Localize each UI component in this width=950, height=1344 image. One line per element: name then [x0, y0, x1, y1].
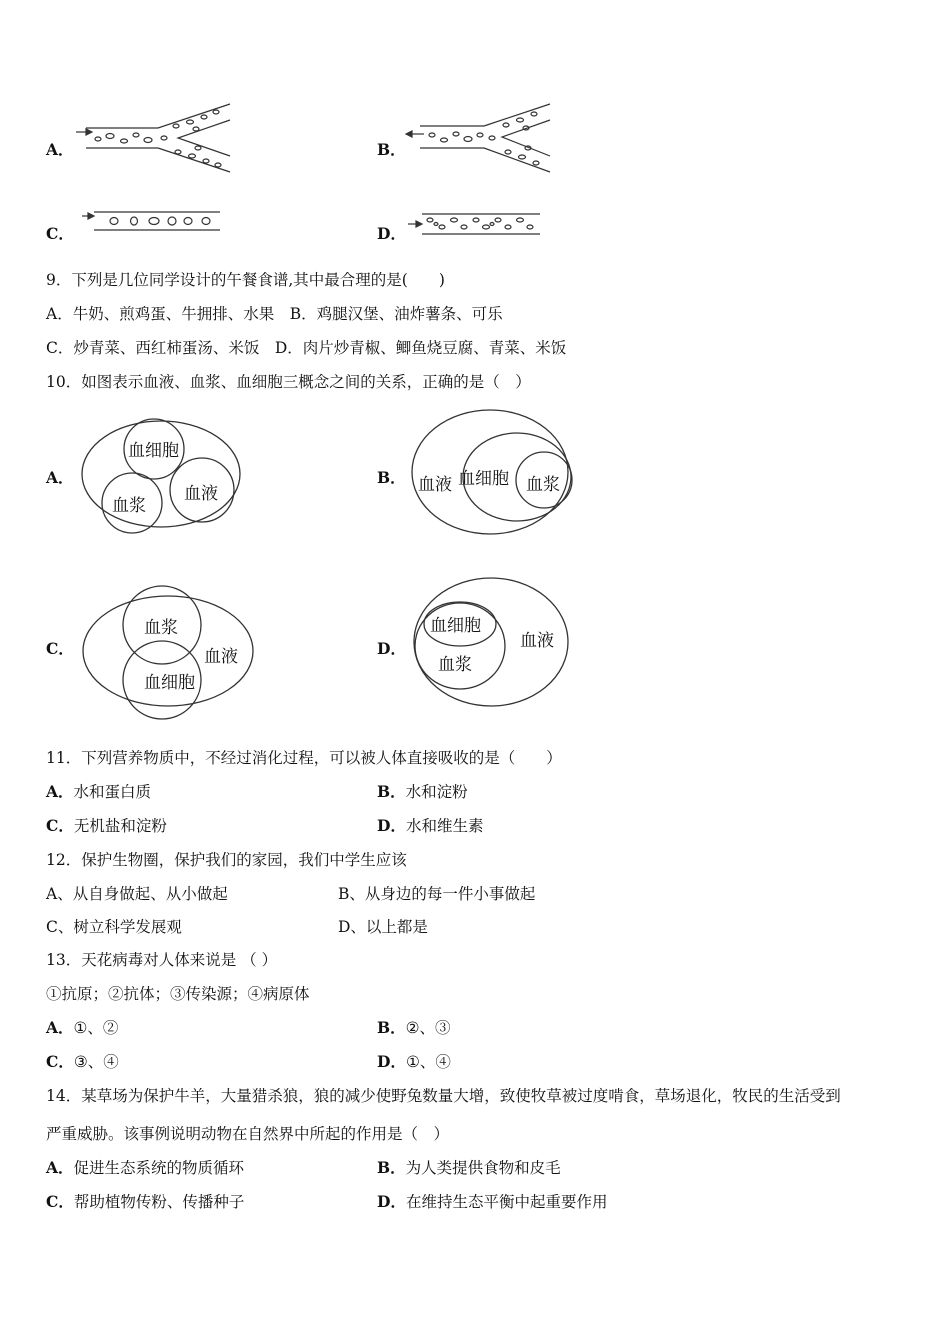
venn-label-plasma: 血浆 — [526, 475, 560, 495]
vessel-diagram-a — [80, 102, 240, 174]
q14-stem-line1: 14．某草场为保护牛羊，大量猎杀狼，狼的减少使野兔数量大增，致使牧草被过度啃食，草场退化，牧民的生活受到 — [46, 1087, 841, 1105]
option-text: 无机盐和淀粉 — [73, 817, 167, 835]
venn-label-blood: 血液 — [418, 475, 452, 495]
option-text: ①、② — [73, 1019, 119, 1037]
q11-option-d — [377, 816, 483, 836]
option-label: B． — [377, 140, 406, 159]
vessel-diagram-b — [406, 102, 556, 174]
venn-label-plasma: 血浆 — [112, 496, 146, 516]
option-label: A． — [46, 1018, 74, 1037]
venn-label-blood: 血液 — [204, 647, 238, 667]
option-label: B． — [377, 782, 406, 801]
option-label: C． — [46, 1052, 74, 1071]
q12-option-b: B、从身边的每一件小事做起 — [338, 885, 536, 903]
venn-label-cells: 血细胞 — [430, 616, 481, 636]
option-text: ①、④ — [405, 1053, 451, 1071]
option-label: C． — [46, 639, 74, 658]
venn-diagram-b — [410, 408, 572, 536]
venn-label-blood: 血液 — [520, 631, 554, 651]
q14-option-b — [377, 1158, 561, 1178]
option-text: 帮助植物传粉、传播种子 — [73, 1193, 245, 1211]
option-label: D． — [377, 1192, 406, 1211]
option-label: D． — [377, 639, 406, 658]
option-text: 水和维生素 — [405, 817, 484, 835]
option-label: A． — [46, 140, 74, 159]
option-label: D． — [377, 1052, 406, 1071]
option-text: ②、③ — [405, 1019, 451, 1037]
q13-option-d — [377, 1052, 451, 1072]
q13-option-c — [46, 1052, 119, 1072]
option-text: 为人类提供食物和皮毛 — [405, 1159, 561, 1177]
option-text: ③、④ — [73, 1053, 119, 1071]
option-text: 促进生态系统的物质循环 — [73, 1159, 245, 1177]
venn-label-cells: 血细胞 — [144, 673, 195, 693]
q13-choices: ①抗原；②抗体；③传染源；④病原体 — [46, 985, 310, 1003]
option-label: D． — [377, 816, 406, 835]
q10-stem: 10．如图表示血液、血浆、血细胞三概念之间的关系，正确的是（ ） — [46, 373, 531, 391]
option-label: B． — [377, 468, 406, 487]
q12-option-d: D、以上都是 — [338, 918, 428, 936]
q14-option-c — [46, 1192, 244, 1212]
q12-stem: 12．保护生物圈，保护我们的家园，我们中学生应该 — [46, 851, 407, 869]
q11-stem: 11．下列营养物质中，不经过消化过程，可以被人体直接吸收的是（ ） — [46, 749, 562, 767]
venn-label-plasma: 血浆 — [438, 655, 472, 675]
q9-stem: 9．下列是几位同学设计的午餐食谱,其中最合理的是( ) — [46, 271, 445, 289]
venn-label-plasma: 血浆 — [144, 618, 178, 638]
q12-option-a: A、从自身做起、从小做起 — [46, 885, 228, 903]
vessel-diagram-d — [406, 210, 546, 238]
vessel-diagram-c — [80, 208, 226, 236]
option-label: C． — [46, 224, 74, 243]
q11-option-b — [377, 782, 468, 802]
option-label: A． — [46, 1158, 74, 1177]
q9-options-row1: A．牛奶、煎鸡蛋、牛拥排、水果 B．鸡腿汉堡、油炸薯条、可乐 — [46, 305, 503, 323]
q14-stem-line2: 严重威胁。该事例说明动物在自然界中所起的作用是（ ） — [46, 1125, 450, 1143]
q13-option-b — [377, 1018, 451, 1038]
q9-options-row2: C．炒青菜、西红柿蛋汤、米饭 D．肉片炒青椒、鲫鱼烧豆腐、青菜、米饭 — [46, 339, 567, 357]
venn-diagram-a — [80, 418, 242, 530]
q11-option-c — [46, 816, 167, 836]
q14-option-d — [377, 1192, 607, 1212]
option-label: C． — [46, 1192, 74, 1211]
q12-option-c: C、树立科学发展观 — [46, 918, 182, 936]
q13-stem: 13．天花病毒对人体来说是 （ ） — [46, 951, 278, 969]
option-label: A． — [46, 468, 74, 487]
venn-label-cells: 血细胞 — [458, 469, 509, 489]
venn-label-blood: 血液 — [184, 484, 218, 504]
q11-option-a — [46, 782, 151, 802]
q14-option-a — [46, 1158, 244, 1178]
option-label: B． — [377, 1158, 406, 1177]
venn-diagram-c — [82, 594, 256, 708]
option-text: 水和淀粉 — [405, 783, 468, 801]
option-text: 在维持生态平衡中起重要作用 — [405, 1193, 608, 1211]
venn-diagram-d — [412, 576, 572, 708]
option-label: A． — [46, 782, 74, 801]
option-label: C． — [46, 816, 74, 835]
q13-option-a — [46, 1018, 118, 1038]
option-label: D． — [377, 224, 406, 243]
venn-label-cells: 血细胞 — [128, 441, 179, 461]
option-text: 水和蛋白质 — [73, 783, 152, 801]
option-label: B． — [377, 1018, 406, 1037]
